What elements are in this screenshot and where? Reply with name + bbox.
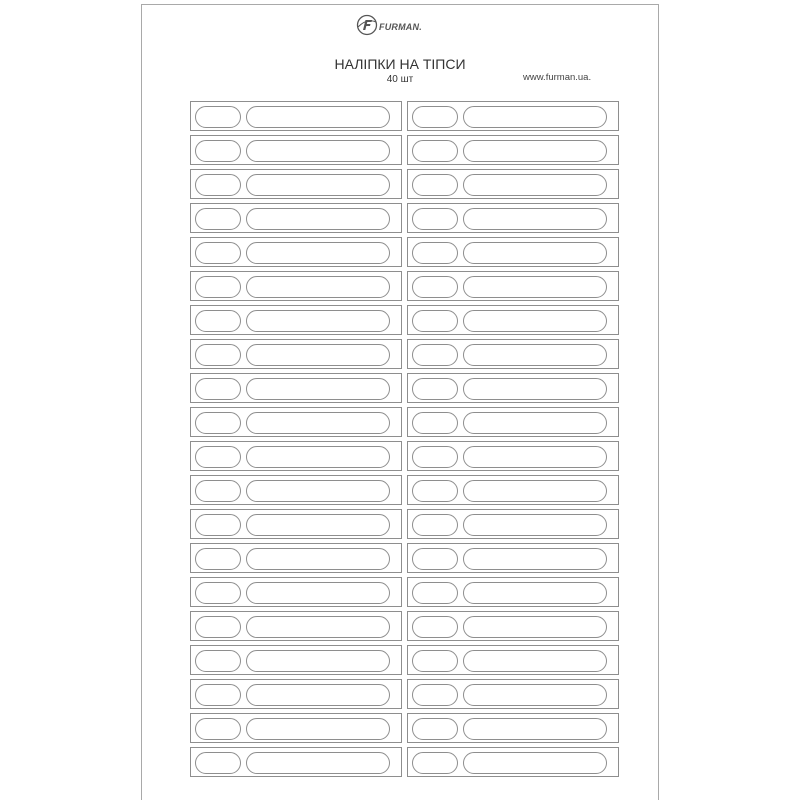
sticker-small-field — [195, 650, 241, 672]
sticker-label — [190, 203, 402, 233]
sticker-small-field — [195, 548, 241, 570]
sticker-large-field — [246, 446, 390, 468]
sticker-large-field — [246, 752, 390, 774]
sticker-small-field — [412, 140, 458, 162]
sticker-label — [407, 577, 619, 607]
sticker-label — [407, 203, 619, 233]
sticker-small-field — [412, 106, 458, 128]
sticker-large-field — [246, 378, 390, 400]
website-url: www.furman.ua. — [523, 72, 592, 83]
sticker-small-field — [195, 480, 241, 502]
sticker-label — [190, 271, 402, 301]
sticker-small-field — [195, 208, 241, 230]
sticker-large-field — [246, 344, 390, 366]
sticker-large-field — [246, 174, 390, 196]
sticker-large-field — [463, 140, 607, 162]
sticker-large-field — [246, 140, 390, 162]
sticker-label — [190, 747, 402, 777]
sticker-label — [190, 373, 402, 403]
sticker-small-field — [412, 582, 458, 604]
sticker-large-field — [463, 174, 607, 196]
sticker-small-field — [412, 650, 458, 672]
sticker-small-field — [412, 446, 458, 468]
sticker-small-field — [195, 684, 241, 706]
sticker-label — [407, 271, 619, 301]
sticker-large-field — [463, 344, 607, 366]
sticker-large-field — [246, 514, 390, 536]
sticker-label — [190, 135, 402, 165]
sticker-label — [190, 713, 402, 743]
sticker-small-field — [195, 752, 241, 774]
sticker-large-field — [246, 684, 390, 706]
sticker-label — [190, 101, 402, 131]
sticker-label — [190, 305, 402, 335]
sticker-small-field — [195, 514, 241, 536]
sticker-label — [190, 577, 402, 607]
sticker-small-field — [412, 242, 458, 264]
brand-name: FURMAN. — [379, 22, 422, 32]
sticker-label — [190, 339, 402, 369]
sticker-large-field — [246, 412, 390, 434]
sticker-large-field — [463, 208, 607, 230]
sticker-small-field — [195, 718, 241, 740]
sticker-large-field — [463, 650, 607, 672]
sticker-label — [407, 441, 619, 471]
sticker-small-field — [412, 514, 458, 536]
sticker-small-field — [195, 106, 241, 128]
sticker-small-field — [412, 684, 458, 706]
sticker-small-field — [195, 310, 241, 332]
sticker-count: 40 шт — [386, 74, 414, 85]
sticker-large-field — [463, 412, 607, 434]
sticker-sheet — [141, 4, 659, 800]
sticker-large-field — [246, 106, 390, 128]
sticker-label — [407, 407, 619, 437]
sticker-large-field — [463, 480, 607, 502]
sticker-label — [190, 679, 402, 709]
sticker-large-field — [463, 242, 607, 264]
sticker-large-field — [463, 378, 607, 400]
sticker-label — [407, 135, 619, 165]
sticker-small-field — [195, 412, 241, 434]
sticker-label — [407, 747, 619, 777]
sticker-large-field — [463, 106, 607, 128]
sticker-large-field — [246, 480, 390, 502]
sticker-small-field — [412, 548, 458, 570]
sticker-label — [407, 373, 619, 403]
sticker-label — [407, 645, 619, 675]
sticker-small-field — [412, 276, 458, 298]
sticker-large-field — [463, 684, 607, 706]
sticker-large-field — [463, 548, 607, 570]
sticker-small-field — [412, 310, 458, 332]
sticker-label — [407, 169, 619, 199]
sticker-large-field — [246, 276, 390, 298]
sticker-small-field — [412, 344, 458, 366]
furman-f-logo-icon — [356, 14, 378, 36]
brand-logo — [356, 14, 422, 36]
sticker-small-field — [412, 378, 458, 400]
sticker-large-field — [463, 310, 607, 332]
sticker-label — [407, 713, 619, 743]
sticker-label — [190, 645, 402, 675]
sticker-small-field — [412, 616, 458, 638]
sticker-label — [190, 611, 402, 641]
sticker-label — [407, 611, 619, 641]
sticker-label — [190, 543, 402, 573]
sticker-large-field — [246, 242, 390, 264]
sticker-label — [407, 339, 619, 369]
sticker-label — [407, 543, 619, 573]
sticker-label — [407, 237, 619, 267]
sticker-label — [190, 509, 402, 539]
sticker-large-field — [246, 208, 390, 230]
sticker-small-field — [412, 174, 458, 196]
sticker-small-field — [195, 378, 241, 400]
sticker-label — [407, 101, 619, 131]
sticker-large-field — [463, 514, 607, 536]
sticker-large-field — [463, 752, 607, 774]
sheet-title: НАЛІПКИ НА ТІПСИ — [334, 56, 466, 72]
sticker-large-field — [463, 276, 607, 298]
sticker-large-field — [463, 718, 607, 740]
sticker-small-field — [195, 140, 241, 162]
sticker-small-field — [195, 582, 241, 604]
sticker-label — [407, 509, 619, 539]
sticker-large-field — [463, 446, 607, 468]
sticker-large-field — [463, 582, 607, 604]
sticker-label — [190, 475, 402, 505]
sticker-small-field — [412, 718, 458, 740]
sticker-large-field — [463, 616, 607, 638]
sticker-grid — [190, 101, 619, 777]
sticker-small-field — [195, 616, 241, 638]
sticker-label — [407, 475, 619, 505]
sticker-small-field — [412, 208, 458, 230]
sticker-label — [190, 407, 402, 437]
sticker-small-field — [412, 752, 458, 774]
sticker-small-field — [195, 276, 241, 298]
sticker-label — [190, 237, 402, 267]
sticker-large-field — [246, 548, 390, 570]
sticker-small-field — [195, 344, 241, 366]
sticker-small-field — [412, 480, 458, 502]
sticker-label — [190, 169, 402, 199]
sticker-large-field — [246, 310, 390, 332]
sticker-small-field — [195, 242, 241, 264]
sticker-label — [407, 305, 619, 335]
sticker-label — [190, 441, 402, 471]
sticker-large-field — [246, 650, 390, 672]
sticker-large-field — [246, 718, 390, 740]
sticker-small-field — [195, 174, 241, 196]
sticker-small-field — [412, 412, 458, 434]
sticker-large-field — [246, 582, 390, 604]
sticker-large-field — [246, 616, 390, 638]
sticker-label — [407, 679, 619, 709]
sticker-small-field — [195, 446, 241, 468]
